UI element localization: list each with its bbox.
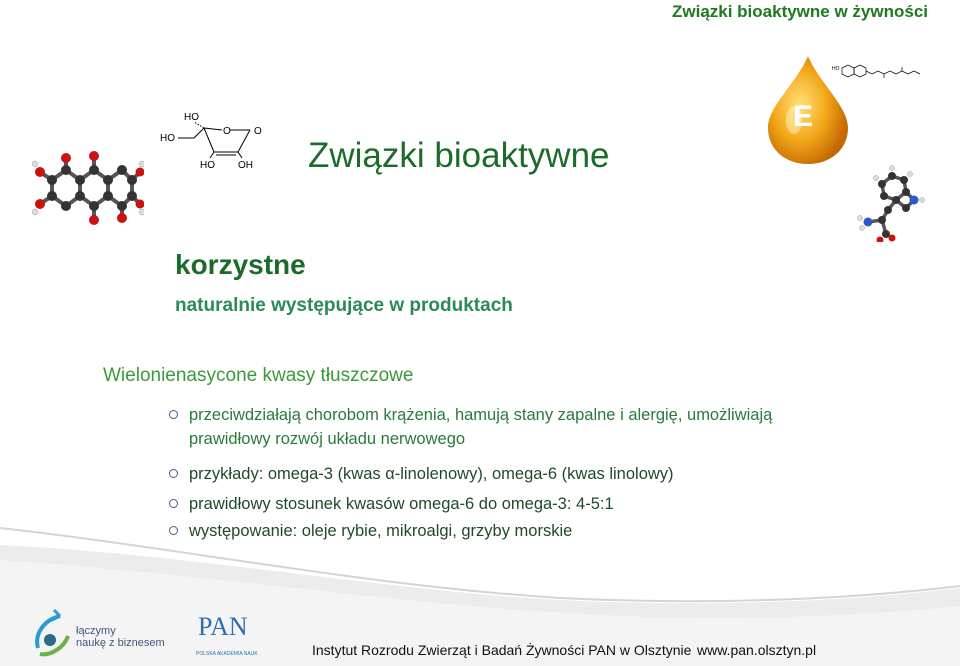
bullet-marker-icon	[169, 410, 178, 419]
tocopherol-ho-label: HO	[832, 66, 840, 72]
pan-logo-subtitle: POLSKA AKADEMIA NAUK	[196, 651, 258, 657]
label-o-ring: O	[223, 126, 231, 137]
label-o-carbonyl: O	[254, 126, 262, 137]
bullet-text: występowanie: oleje rybie, mikroalgi, grzyby morskie	[189, 522, 573, 540]
vitamin-e-letter: E	[793, 100, 814, 133]
bullet-marker-icon	[169, 526, 178, 535]
bullet-text: przykłady: omega-3 (kwas α-linolenowy), omega-6 (kwas linolowy)	[189, 465, 674, 483]
ellagic-acid-molecule	[32, 148, 144, 230]
lgr-line: łączymy	[76, 625, 116, 637]
topic-heading: Wielonienasycone kwasy tłuszczowe	[103, 365, 414, 386]
footer-institute: Instytut Rozrodu Zwierząt i Badań Żywności PAN w Olsztynie	[312, 642, 692, 658]
footer-url: www.pan.olsztyn.pl	[697, 642, 817, 658]
label-ho-left: HO	[160, 133, 175, 144]
label-ho-top: HO	[184, 112, 199, 123]
label-ho-bottom: HO	[200, 160, 215, 171]
header-title: Związki bioaktywne w żywności	[671, 2, 928, 21]
section-subheading: naturalnie występujące w produktach	[175, 295, 513, 316]
pan-logo: PAN	[198, 612, 248, 641]
tryptophan-molecule	[852, 164, 926, 242]
bullet-marker-icon	[169, 469, 178, 478]
bullet-marker-icon	[169, 499, 178, 508]
section-heading: korzystne	[175, 249, 306, 280]
lgr-line: naukę z biznesem	[76, 637, 165, 649]
bullet-text-line: przeciwdziałają chorobom krążenia, hamują stany zapalne i alergię, umożliwiają	[189, 406, 773, 424]
bullet-text	[189, 403, 772, 451]
ascorbic-acid-structure	[158, 108, 278, 172]
lgr-logo-icon	[30, 604, 78, 660]
bullet-text: prawidłowy stosunek kwasów omega-6 do omega-3: 4-5:1	[189, 495, 614, 513]
lgr-logo-text	[76, 625, 165, 649]
slide-title: Związki bioaktywne	[308, 136, 610, 175]
label-oh-bottom: OH	[238, 160, 253, 171]
tocopherol-structure	[832, 62, 924, 86]
bullet-text-line: prawidłowy rozwój układu nerwowego	[189, 430, 466, 448]
